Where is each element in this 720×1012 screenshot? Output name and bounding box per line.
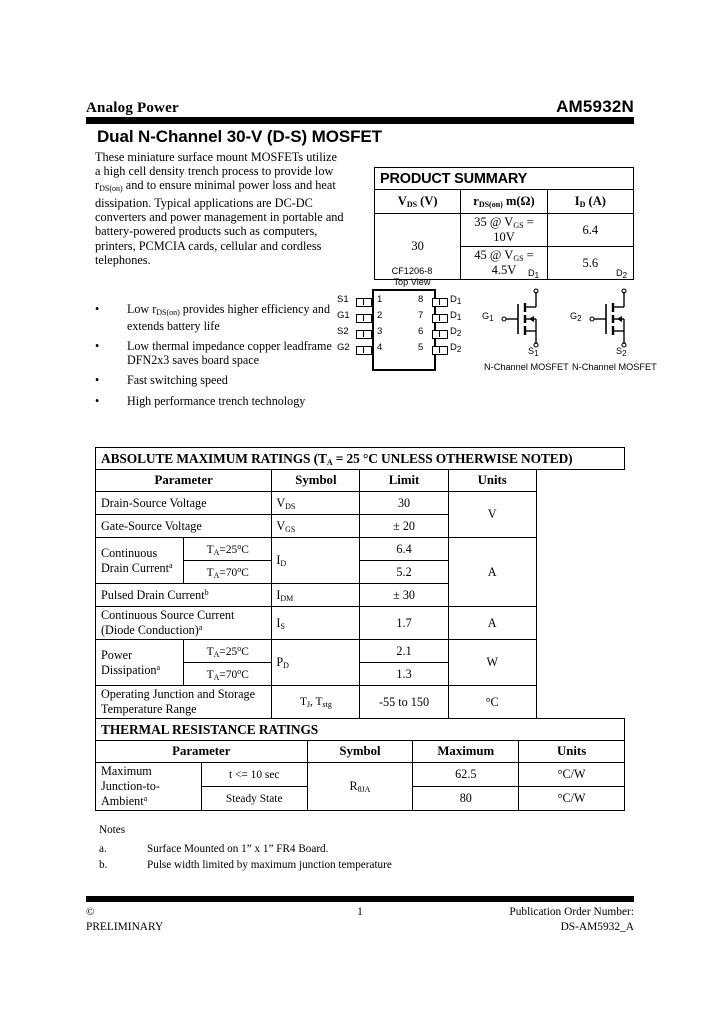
package-view: Top View [393,276,431,287]
bullet-icon: • [95,393,100,408]
description-line-1: These miniature surface mount MOSFETs utilize a [95,150,337,179]
part-number: AM5932N [556,97,634,116]
col-header-parameter: Parameter [96,470,272,492]
pin-number-7: 7 [418,310,424,321]
mosfet-2-gate-label: G2 [570,311,582,323]
cell-limit: 1.7 [360,607,448,640]
description-line-3: and to ensure minimal power loss and heat [125,178,336,193]
cell-limit: 1.3 [360,663,448,686]
mosfet-1-caption: N-Channel MOSFET [484,362,569,372]
pin-lead-4 [356,346,372,355]
cell-id-2: 5.6 [547,247,633,280]
page-number: 1 [357,906,363,918]
table-row [375,190,634,214]
table-row [96,515,625,538]
cell-id-1: 6.4 [547,214,633,247]
feature-text-pre: Low r [127,302,157,316]
cell-symbol: $I_S$ [272,607,360,640]
col-header-maximum: Maximum [413,741,519,763]
pin-number-8: 8 [418,294,424,305]
cell-symbol: $I_D$ [272,538,360,584]
bullet-icon: • [95,302,100,316]
table-row [96,640,625,663]
mosfet-symbol-2 [564,268,656,365]
mosfet-2-source-label: S2 [616,346,627,358]
cell-rdson-1: 35 @ $V_{GS} = 10V$ [461,214,547,247]
cell-symbol: $V_{GS}$ [272,515,360,538]
cell-units: W [448,640,536,686]
pin-label-d2b: $D_2$ [450,342,462,354]
cell-units: °C [448,686,536,719]
cell-symbol: $R_{\theta JA}$ [307,763,413,811]
footer-left [86,905,269,935]
cell-units: A [448,538,536,607]
description-paragraph: These miniature surface mount MOSFETs utilize a high cell density trench process to provide low $r_{DS(on)}$ and to ensure minimal power loss and heat dissipation. Typical applications are DC-DC converters and power management in portable and battery-powered products such as computers, printers, PCMCIA cards, cellular and cordless telephones. [95,150,344,267]
feature-text-pre: Low thermal impedance copper leadframe [127,339,332,354]
package-caption [382,266,442,287]
cell-symbol: $P_D$ [272,640,360,686]
table-row [96,448,625,470]
cell-vds-value: 30 [375,214,461,280]
cell-condition: t <= 10 sec [201,763,307,787]
feature-subscript: DS(on) [156,308,180,317]
table-row [375,214,634,247]
pin-number-3: 3 [377,326,383,337]
list-item [95,340,355,367]
package-pinout-diagram [336,266,657,378]
table-row [96,470,625,492]
note-key: b. [99,859,108,871]
product-summary-title: PRODUCT SUMMARY [375,168,634,190]
table-row [96,538,625,561]
description-line-4: dissipation. Typical applications are DC-DC [95,196,313,211]
feature-text-post: provides higher efficiency and [179,302,331,316]
cell-symbol: $T_J$, $T_{stg}$ [272,686,360,719]
cell-limit: -55 to 150 [360,686,448,719]
col-header-rdson: $r_{DS(on)}$ m(Ω) [461,190,547,214]
table-row [96,607,625,640]
table-row [96,763,625,787]
cell-maximum: 80 [413,787,519,811]
pin-number-6: 6 [418,326,424,337]
pin-label-d1a: $D_1$ [450,294,462,306]
description-line-8: telephones. [95,252,151,267]
cell-condition: $T_A=70^oC$ [184,663,272,686]
pin-number-2: 2 [377,310,383,321]
col-header-symbol: Symbol [272,470,360,492]
pin-label-g2: G2 [337,342,350,353]
cell-units: °C/W [519,787,625,811]
mosfet-2-drain-label: D2 [616,268,628,280]
cell-limit: 5.2 [360,561,448,584]
cell-parameter: Continuous Drain Current$^a$ [96,538,184,584]
cell-symbol: $V_{DS}$ [272,492,360,515]
col-header-limit: Limit [360,470,448,492]
footer-right [451,905,634,935]
table-row [96,686,625,719]
description-line-5: converters and power management in portable and [95,210,344,225]
pin-label-s1: S1 [337,294,349,305]
feature-text-pre: Fast switching speed [127,373,228,388]
list-item [95,303,355,333]
pin-lead-1 [356,298,372,307]
thermal-banner: THERMAL RESISTANCE RATINGS [96,719,625,741]
bullet-icon: • [95,339,100,354]
cell-maximum: 62.5 [413,763,519,787]
product-summary-table [374,167,634,280]
cell-symbol: $I_{DM}$ [272,584,360,607]
description-line-2: high cell density trench process to provide low [103,164,334,179]
cell-parameter: Gate-Source Voltage [96,515,272,538]
description-line-6: battery-powered products such as computers, [95,224,318,239]
thermal-resistance-ratings-table [95,718,625,811]
pin-lead-5 [432,346,448,355]
note-text: Surface Mounted on 1” x 1” FR4 Board. [147,842,329,855]
pin-label-s2: S2 [337,326,349,337]
pin-number-4: 4 [377,342,383,353]
page-title: Dual N-Channel 30-V (D-S) MOSFET [97,127,382,146]
table-row [375,168,634,190]
rdson-subscript: DS(on) [99,184,123,194]
cell-parameter: Maximum Junction-to-Ambient$^a$ [96,763,202,811]
page-header [86,97,634,117]
bullet-icon: • [95,373,100,388]
feature-text-line2: DFN2x3 saves board space [127,352,259,367]
notes-heading: Notes [99,824,126,836]
cell-parameter: Power Dissipation$^a$ [96,640,184,686]
abs-max-banner: ABSOLUTE MAXIMUM RATINGS ($T_A = 25$ °C UNLESS OTHERWISE NOTED) [96,448,625,470]
pin-label-d2a: $D_2$ [450,326,462,338]
col-header-id: $I_D$ (A) [547,190,633,214]
cell-limit: 6.4 [360,538,448,561]
notes-section [99,822,549,874]
absolute-maximum-ratings-table [95,447,625,719]
note-text: Pulse width limited by maximum junction temperature [147,859,392,871]
pin-lead-8 [432,298,448,307]
cell-parameter: Continuous Source Current (Diode Conduction)$^a$ [96,607,272,640]
description-line-7: printers, PCMCIA cards, cellular and cordless [95,238,322,253]
pin-number-1: 1 [377,294,383,305]
cell-condition: Steady State [201,787,307,811]
list-item [95,374,355,388]
publication-order-number: DS-AM5932_A [560,921,634,933]
header-rule [86,117,634,124]
table-row [96,492,625,515]
mosfet-symbol-1 [476,268,568,365]
pin-label-d1b: $D_1$ [450,310,462,322]
feature-text-line2: extends battery life [127,318,220,333]
col-header-parameter: Parameter [96,741,308,763]
note-item [99,857,549,874]
pin-lead-7 [432,314,448,323]
mosfet-1-gate-label: G1 [482,311,494,323]
status-badge: PRELIMINARY [86,921,164,933]
col-header-units: Units [519,741,625,763]
mosfet-1-source-label: S1 [528,346,539,358]
pin-lead-2 [356,314,372,323]
cell-parameter: Operating Junction and Storage Temperature Range [96,686,272,719]
mosfet-1-drain-label: D1 [528,268,540,280]
page-footer [86,905,634,935]
footer-rule [86,896,634,902]
mosfet-2-caption: N-Channel MOSFET [572,362,657,372]
cell-units: A [448,607,536,640]
cell-units: V [448,492,536,538]
pin-lead-6 [432,330,448,339]
table-row [96,719,625,741]
cell-parameter: Drain-Source Voltage [96,492,272,515]
cell-limit: 2.1 [360,640,448,663]
table-row [96,584,625,607]
cell-limit: ± 30 [360,584,448,607]
table-row [96,741,625,763]
feature-text-pre: High performance trench technology [127,393,306,408]
features-list [95,303,355,416]
col-header-vds: $V_{DS}$ (V) [375,190,461,214]
pin-lead-3 [356,330,372,339]
note-item [99,841,549,858]
cell-limit: ± 20 [360,515,448,538]
cell-limit: 30 [360,492,448,515]
copyright-icon: © [86,906,95,918]
pin-number-5: 5 [418,342,424,353]
col-header-symbol: Symbol [307,741,413,763]
cell-rdson-2: 45 @ $V_{GS} = 4.5V$ [461,247,547,280]
company-name: Analog Power [86,100,179,116]
cell-units: °C/W [519,763,625,787]
note-key: a. [99,842,107,855]
cell-condition: $T_A=25^oC$ [184,538,272,561]
publication-order-label: Publication Order Number: [509,906,634,918]
list-item [95,395,355,409]
cell-condition: $T_A=25^oC$ [184,640,272,663]
cell-parameter: Pulsed Drain Current$^b$ [96,584,272,607]
col-header-units: Units [448,470,536,492]
package-name: CF1206-8 [391,266,433,276]
pin-label-g1: G1 [337,310,350,321]
cell-condition: $T_A=70^oC$ [184,561,272,584]
